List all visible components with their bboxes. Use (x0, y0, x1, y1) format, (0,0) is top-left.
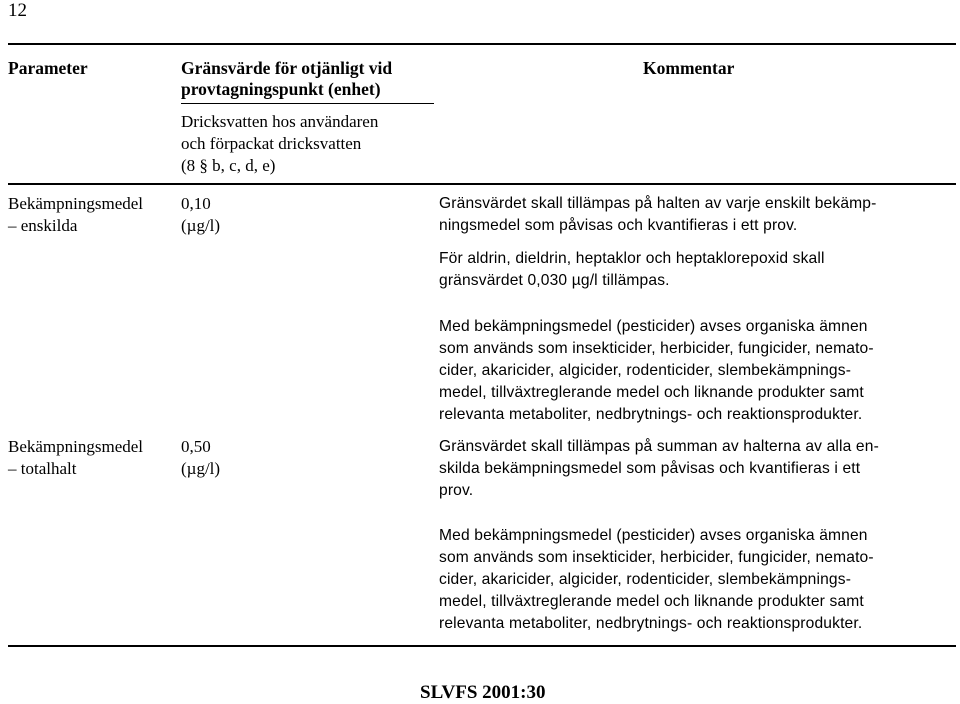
comment-line: cider, akaricider, algicider, rodenticider, slembekämpnings- (439, 571, 852, 588)
limit-value: 0,10 (181, 194, 211, 213)
header-limit (181, 58, 392, 100)
comment-line: prov. (439, 482, 474, 499)
header-limit-line: Gränsvärde för otjänligt vid (181, 58, 393, 78)
footer-document-id: SLVFS 2001:30 (420, 682, 546, 703)
comment-line: gränsvärdet 0,030 µg/l tillämpas. (439, 272, 670, 289)
header-bottom-rule (8, 183, 956, 185)
comment-line: ningsmedel som påvisas och kvantifieras i ett prov. (439, 217, 798, 234)
comment-line: cider, akaricider, algicider, rodenticider, slembekämpnings- (439, 362, 852, 379)
table-row-comment (439, 193, 876, 237)
comment-line: Med bekämpningsmedel (pesticider) avses organiska ämnen (439, 527, 868, 544)
comment-line: som används som insekticider, herbicider, fungicider, nemato- (439, 340, 874, 357)
comment-line: För aldrin, dieldrin, heptaklor och heptaklorepoxid skall (439, 250, 825, 267)
subheader-line: (8 § b, c, d, e) (181, 156, 276, 175)
header-subcolumn (181, 111, 378, 177)
header-parameter: Parameter (8, 58, 88, 78)
comment-line: som används som insekticider, herbicider, fungicider, nemato- (439, 549, 874, 566)
comment-line: skilda bekämpningsmedel som påvisas och kvantifieras i ett (439, 460, 861, 477)
table-row-value (181, 193, 220, 237)
comment-line: Gränsvärdet skall tillämpas på summan av halterna av alla en- (439, 438, 879, 455)
comment-line: Med bekämpningsmedel (pesticider) avses organiska ämnen (439, 318, 868, 335)
limit-value: 0,50 (181, 437, 211, 456)
parameter-subtype: – enskilda (8, 216, 78, 235)
table-top-rule (8, 43, 956, 45)
comment-line: medel, tillväxtreglerande medel och liknande produkter samt (439, 593, 864, 610)
limit-unit: (µg/l) (181, 216, 221, 235)
comment-line: relevanta metaboliter, nedbrytnings- och reaktionsprodukter. (439, 615, 863, 632)
comment-line: Gränsvärdet skall tillämpas på halten av varje enskilt bekämp- (439, 195, 877, 212)
page-number: 12 (8, 0, 27, 21)
table-row-comment (439, 248, 825, 292)
subheader-line: Dricksvatten hos användaren (181, 112, 379, 131)
parameter-subtype: – totalhalt (8, 459, 77, 478)
header-comment: Kommentar (643, 58, 735, 78)
table-bottom-rule (8, 645, 956, 647)
header-sub-rule (181, 103, 434, 104)
table-row-value (181, 436, 220, 480)
table-row-comment (439, 316, 874, 426)
parameter-name: Bekämpningsmedel (8, 194, 144, 213)
comment-line: relevanta metaboliter, nedbrytnings- och reaktionsprodukter. (439, 406, 863, 423)
parameter-name: Bekämpningsmedel (8, 437, 144, 456)
table-row-comment (439, 436, 879, 502)
subheader-line: och förpackat dricksvatten (181, 134, 362, 153)
table-row-comment (439, 525, 874, 635)
header-limit-line: provtagningspunkt (enhet) (181, 79, 381, 99)
comment-line: medel, tillväxtreglerande medel och liknande produkter samt (439, 384, 864, 401)
table-row-parameter (8, 436, 143, 480)
limit-unit: (µg/l) (181, 459, 221, 478)
table-row-parameter (8, 193, 143, 237)
